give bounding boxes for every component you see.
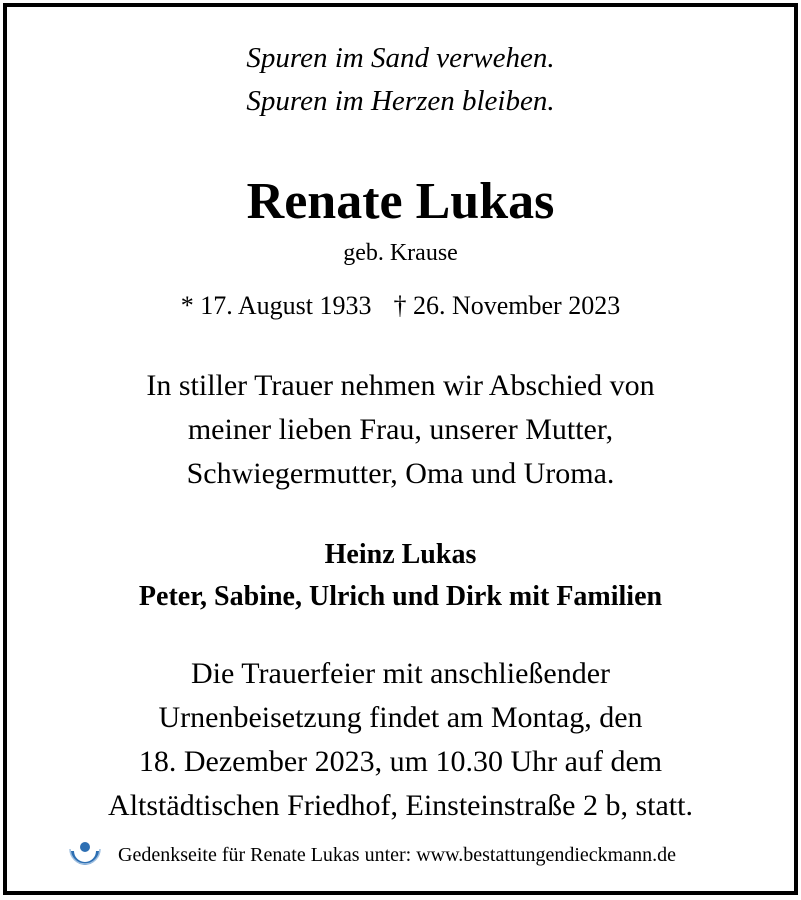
memorial-page-text: Gedenkseite für Renate Lukas unter: www.bestattungendieckmann.de xyxy=(118,844,676,866)
family-line-2: Peter, Sabine, Ulrich und Dirk mit Familien xyxy=(138,581,663,612)
birth-date: * 17. August 1933 xyxy=(180,291,372,320)
service-line-3: 18. Dezember 2023, um 10.30 Uhr auf dem xyxy=(138,745,663,778)
message-line-1: In stiller Trauer nehmen wir Abschied von xyxy=(146,369,655,402)
life-dates xyxy=(7,290,794,322)
message-line-3: Schwiegermutter, Oma und Uroma. xyxy=(186,457,615,490)
memorial-logo-icon xyxy=(67,837,103,873)
mourning-message xyxy=(7,364,794,496)
memorial-page-notice xyxy=(67,837,676,873)
motto-line-1: Spuren im Sand verwehen. xyxy=(246,42,555,74)
deceased-name: Renate Lukas xyxy=(246,173,555,230)
death-date: † 26. November 2023 xyxy=(393,291,621,320)
family-line-1: Heinz Lukas xyxy=(324,539,477,570)
birth-name: geb. Krause xyxy=(343,240,458,266)
service-line-4: Altstädtischen Friedhof, Einsteinstraße 2 b, statt. xyxy=(108,789,693,822)
motto xyxy=(7,37,794,123)
service-line-2: Urnenbeisetzung findet am Montag, den xyxy=(158,701,643,734)
service-notice xyxy=(7,652,794,828)
obituary-frame xyxy=(3,3,798,895)
message-line-2: meiner lieben Frau, unserer Mutter, xyxy=(187,413,614,446)
family-signature xyxy=(7,534,794,618)
motto-line-2: Spuren im Herzen bleiben. xyxy=(246,85,555,117)
service-line-1: Die Trauerfeier mit anschließender xyxy=(190,657,611,690)
